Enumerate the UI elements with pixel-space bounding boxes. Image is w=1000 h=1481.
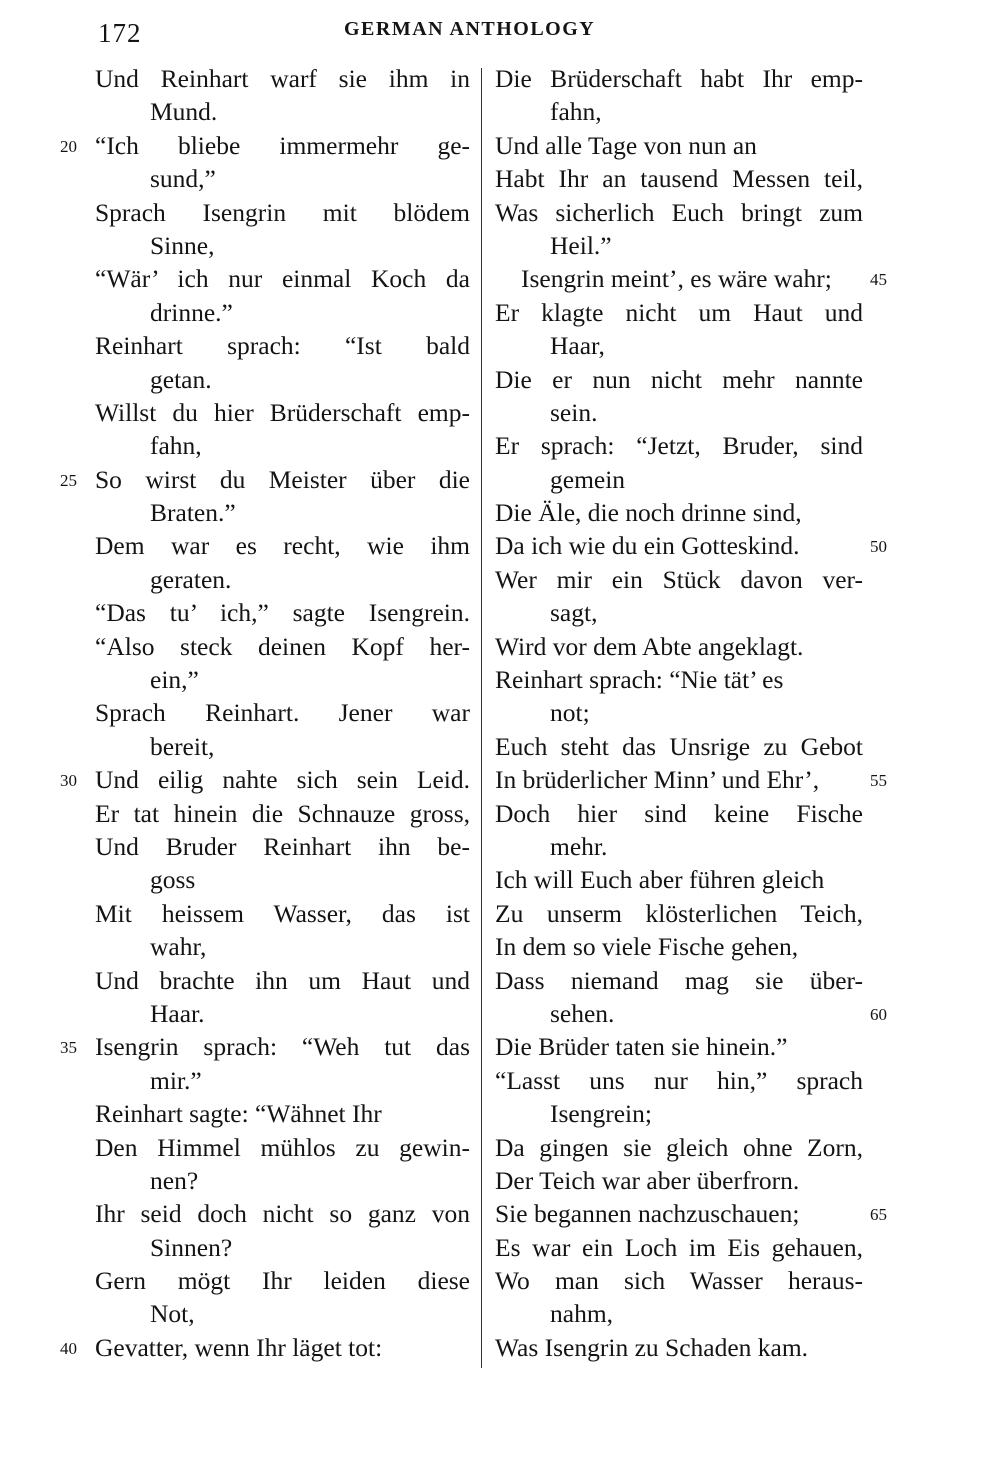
verse-line [495,196,863,229]
line-number: 30 [60,771,77,791]
verse-text: “Das tu’ ich,” sagte Isengrein. [95,598,470,628]
verse-line [495,463,863,496]
verse-line [495,62,863,95]
verse-line [495,1064,863,1097]
verse-line [495,1197,887,1230]
verse-text: nahm, [550,1299,614,1329]
line-number: 45 [870,270,887,290]
line-number: 65 [870,1205,887,1225]
verse-text: Heil.” [550,230,612,260]
verse-text: Die Brüderschaft habt Ihr emp- [495,64,863,93]
verse-line [95,429,470,462]
verse-line [95,563,470,596]
verse-line [95,1264,470,1297]
verse-line [495,1030,863,1063]
verse-text: drinne.” [150,297,233,327]
verse-line [95,363,470,396]
verse-line [495,262,887,295]
verse-line [95,1064,470,1097]
verse-text: Sprach Isengrin mit blödem [95,197,470,227]
verse-text: Und alle Tage von nun an [495,130,757,160]
line-number: 60 [870,1004,887,1024]
line-number: 25 [60,470,77,490]
verse-text: “Lasst uns nur hin,” sprach [495,1065,863,1095]
right-column [495,62,887,1364]
verse-text: Haar. [150,998,205,1028]
verse-text: In dem so viele Fische gehen, [495,932,799,962]
verse-line [95,1164,470,1197]
page-number: 172 [98,18,142,48]
verse-text: Sinne, [150,230,215,260]
verse-text: gemein [550,464,626,494]
verse-text: Ihr seid doch nicht so ganz von [95,1199,470,1229]
verse-text: mir.” [150,1065,202,1095]
verse-text: Sprach Reinhart. Jener war [95,698,470,728]
verse-line [95,596,470,629]
verse-text: bereit, [150,731,215,761]
verse-line [495,1231,863,1264]
verse-line [95,696,470,729]
verse-text: sein. [550,397,598,427]
running-head: GERMAN ANTHOLOGY [344,18,596,40]
verse-line [495,830,863,863]
verse-text: Not, [150,1299,195,1329]
verse-text: Was Isengrin zu Schaden kam. [495,1332,809,1362]
verse-line [95,396,470,429]
verse-line [95,630,470,663]
verse-text: Die Brüder taten sie hinein.” [495,1032,788,1062]
verse-line [495,95,863,128]
verse-line [60,129,470,162]
verse-line [495,596,863,629]
verse-text: Da ich wie du ein Gotteskind. [495,531,800,561]
verse-line [95,1131,470,1164]
verse-text: sehen. [550,998,615,1028]
verse-text: sund,” [150,164,216,194]
verse-line [495,363,863,396]
verse-text: Da gingen sie gleich ohne Zorn, [495,1132,863,1162]
verse-line [60,1030,470,1063]
verse-line [95,162,470,195]
verse-line [495,730,863,763]
verse-line [95,997,470,1030]
verse-line [495,696,863,729]
verse-text: Haar, [550,331,605,361]
verse-text: Doch hier sind keine Fische [495,798,863,828]
line-number: 35 [60,1038,77,1058]
verse-text: fahn, [150,431,202,461]
verse-line [95,1097,470,1130]
verse-text: Zu unserm klösterlichen Teich, [495,898,863,928]
verse-line [495,964,863,997]
verse-text: Was sicherlich Euch bringt zum [495,197,863,227]
verse-text: ein,” [150,665,199,695]
verse-text: Er sprach: “Jetzt, Bruder, sind [495,431,863,461]
verse-line [95,1297,470,1330]
verse-text: Isengrin sprach: “Weh tut das [95,1032,470,1062]
verse-text: In brüderlicher Minn’ und Ehr’, [495,765,820,795]
verse-line [495,1164,863,1197]
verse-text: Isengrin meint’, es wäre wahr; [521,264,832,294]
verse-line [95,830,470,863]
column-divider [481,68,482,1368]
verse-text: Dass niemand mag sie über- [495,965,863,995]
verse-line [95,496,470,529]
verse-line [495,129,863,162]
verse-line [495,396,863,429]
verse-line [95,329,470,362]
verse-line [495,663,863,696]
verse-text: Der Teich war aber überfrorn. [495,1165,800,1195]
verse-text: “Ich bliebe immermehr ge- [95,130,470,160]
verse-text: nen? [150,1165,199,1195]
verse-text: Sie begannen nachzuschauen; [495,1199,800,1229]
verse-line [495,329,863,362]
verse-line [95,797,470,830]
verse-line [495,296,863,329]
left-column [60,62,470,1364]
verse-line [60,1331,470,1364]
verse-text: goss [150,865,196,895]
verse-text: Wo man sich Wasser heraus- [495,1266,863,1296]
verse-text: Mit heissem Wasser, das ist [95,898,470,928]
verse-text: geraten. [150,564,232,594]
verse-text: Er klagte nicht um Haut und [495,297,863,327]
verse-text: “Wär’ ich nur einmal Koch da [95,264,470,294]
verse-text: Isengrein; [550,1099,652,1129]
verse-text: Die Äle, die noch drinne sind, [495,498,802,528]
verse-line [495,630,863,663]
verse-text: Willst du hier Brüderschaft emp- [95,397,470,427]
verse-line [95,95,470,128]
verse-line [95,1197,470,1230]
verse-text: fahn, [550,97,602,127]
verse-line [495,797,863,830]
verse-line [495,997,887,1030]
line-number: 40 [60,1338,77,1358]
verse-text: Wird vor dem Abte angeklagt. [495,631,804,661]
verse-line [495,863,863,896]
verse-text: Gevatter, wenn Ihr läget tot: [95,1332,383,1362]
verse-text: Und Reinhart warf sie ihm in [95,64,470,93]
verse-line [495,429,863,462]
verse-line [495,496,863,529]
verse-text: Und brachte ihn um Haut und [95,965,470,995]
verse-line [495,563,863,596]
verse-line [95,1231,470,1264]
verse-line [495,763,887,796]
verse-line [95,262,470,295]
verse-text: Wer mir ein Stück davon ver- [495,564,863,594]
verse-text: getan. [150,364,212,394]
verse-line [495,529,887,562]
verse-line [495,897,863,930]
verse-text: Er tat hinein die Schnauze gross, [95,798,470,828]
verse-text: So wirst du Meister über die [95,464,470,494]
verse-line [60,763,470,796]
verse-line [95,62,470,95]
verse-text: Gern mögt Ihr leiden diese [95,1266,470,1296]
verse-text: Sinnen? [150,1232,233,1262]
verse-text: Habt Ihr an tausend Messen teil, [495,164,863,194]
verse-line [95,229,470,262]
verse-line [495,229,863,262]
verse-text: Euch steht das Unsrige zu Gebot [495,731,863,761]
verse-line [60,463,470,496]
verse-line [95,730,470,763]
verse-text: Die er nun nicht mehr nannte [495,364,863,394]
verse-text: Und eilig nahte sich sein Leid. [95,765,470,795]
verse-text: Den Himmel mühlos zu gewin- [95,1132,470,1162]
verse-line [495,1131,863,1164]
verse-text: Dem war es recht, wie ihm [95,531,470,561]
verse-text: Reinhart sprach: “Nie tät’ es [495,665,784,695]
verse-text: not; [550,698,590,728]
verse-line [95,930,470,963]
verse-line [495,162,863,195]
verse-text: Und Bruder Reinhart ihn be- [95,831,470,861]
verse-text: Es war ein Loch im Eis gehauen, [495,1232,863,1262]
verse-text: Ich will Euch aber führen gleich [495,865,825,895]
line-number: 50 [870,537,887,557]
line-number: 55 [870,771,887,791]
verse-line [495,930,863,963]
verse-line [95,663,470,696]
verse-line [495,1097,863,1130]
verse-line [95,529,470,562]
verse-text: mehr. [550,831,608,861]
verse-text: “Also steck deinen Kopf her- [95,631,470,661]
verse-text: Reinhart sprach: “Ist bald [95,331,470,361]
verse-line [95,964,470,997]
verse-text: Reinhart sagte: “Wähnet Ihr [95,1099,382,1129]
verse-line [495,1331,863,1364]
verse-line [95,863,470,896]
verse-text: sagt, [550,598,598,628]
line-number: 20 [60,136,77,156]
verse-line [95,196,470,229]
verse-line [495,1297,863,1330]
verse-line [95,897,470,930]
verse-text: wahr, [150,932,207,962]
verse-text: Mund. [150,97,218,127]
verse-line [495,1264,863,1297]
verse-text: Braten.” [150,498,236,528]
verse-line [95,296,470,329]
